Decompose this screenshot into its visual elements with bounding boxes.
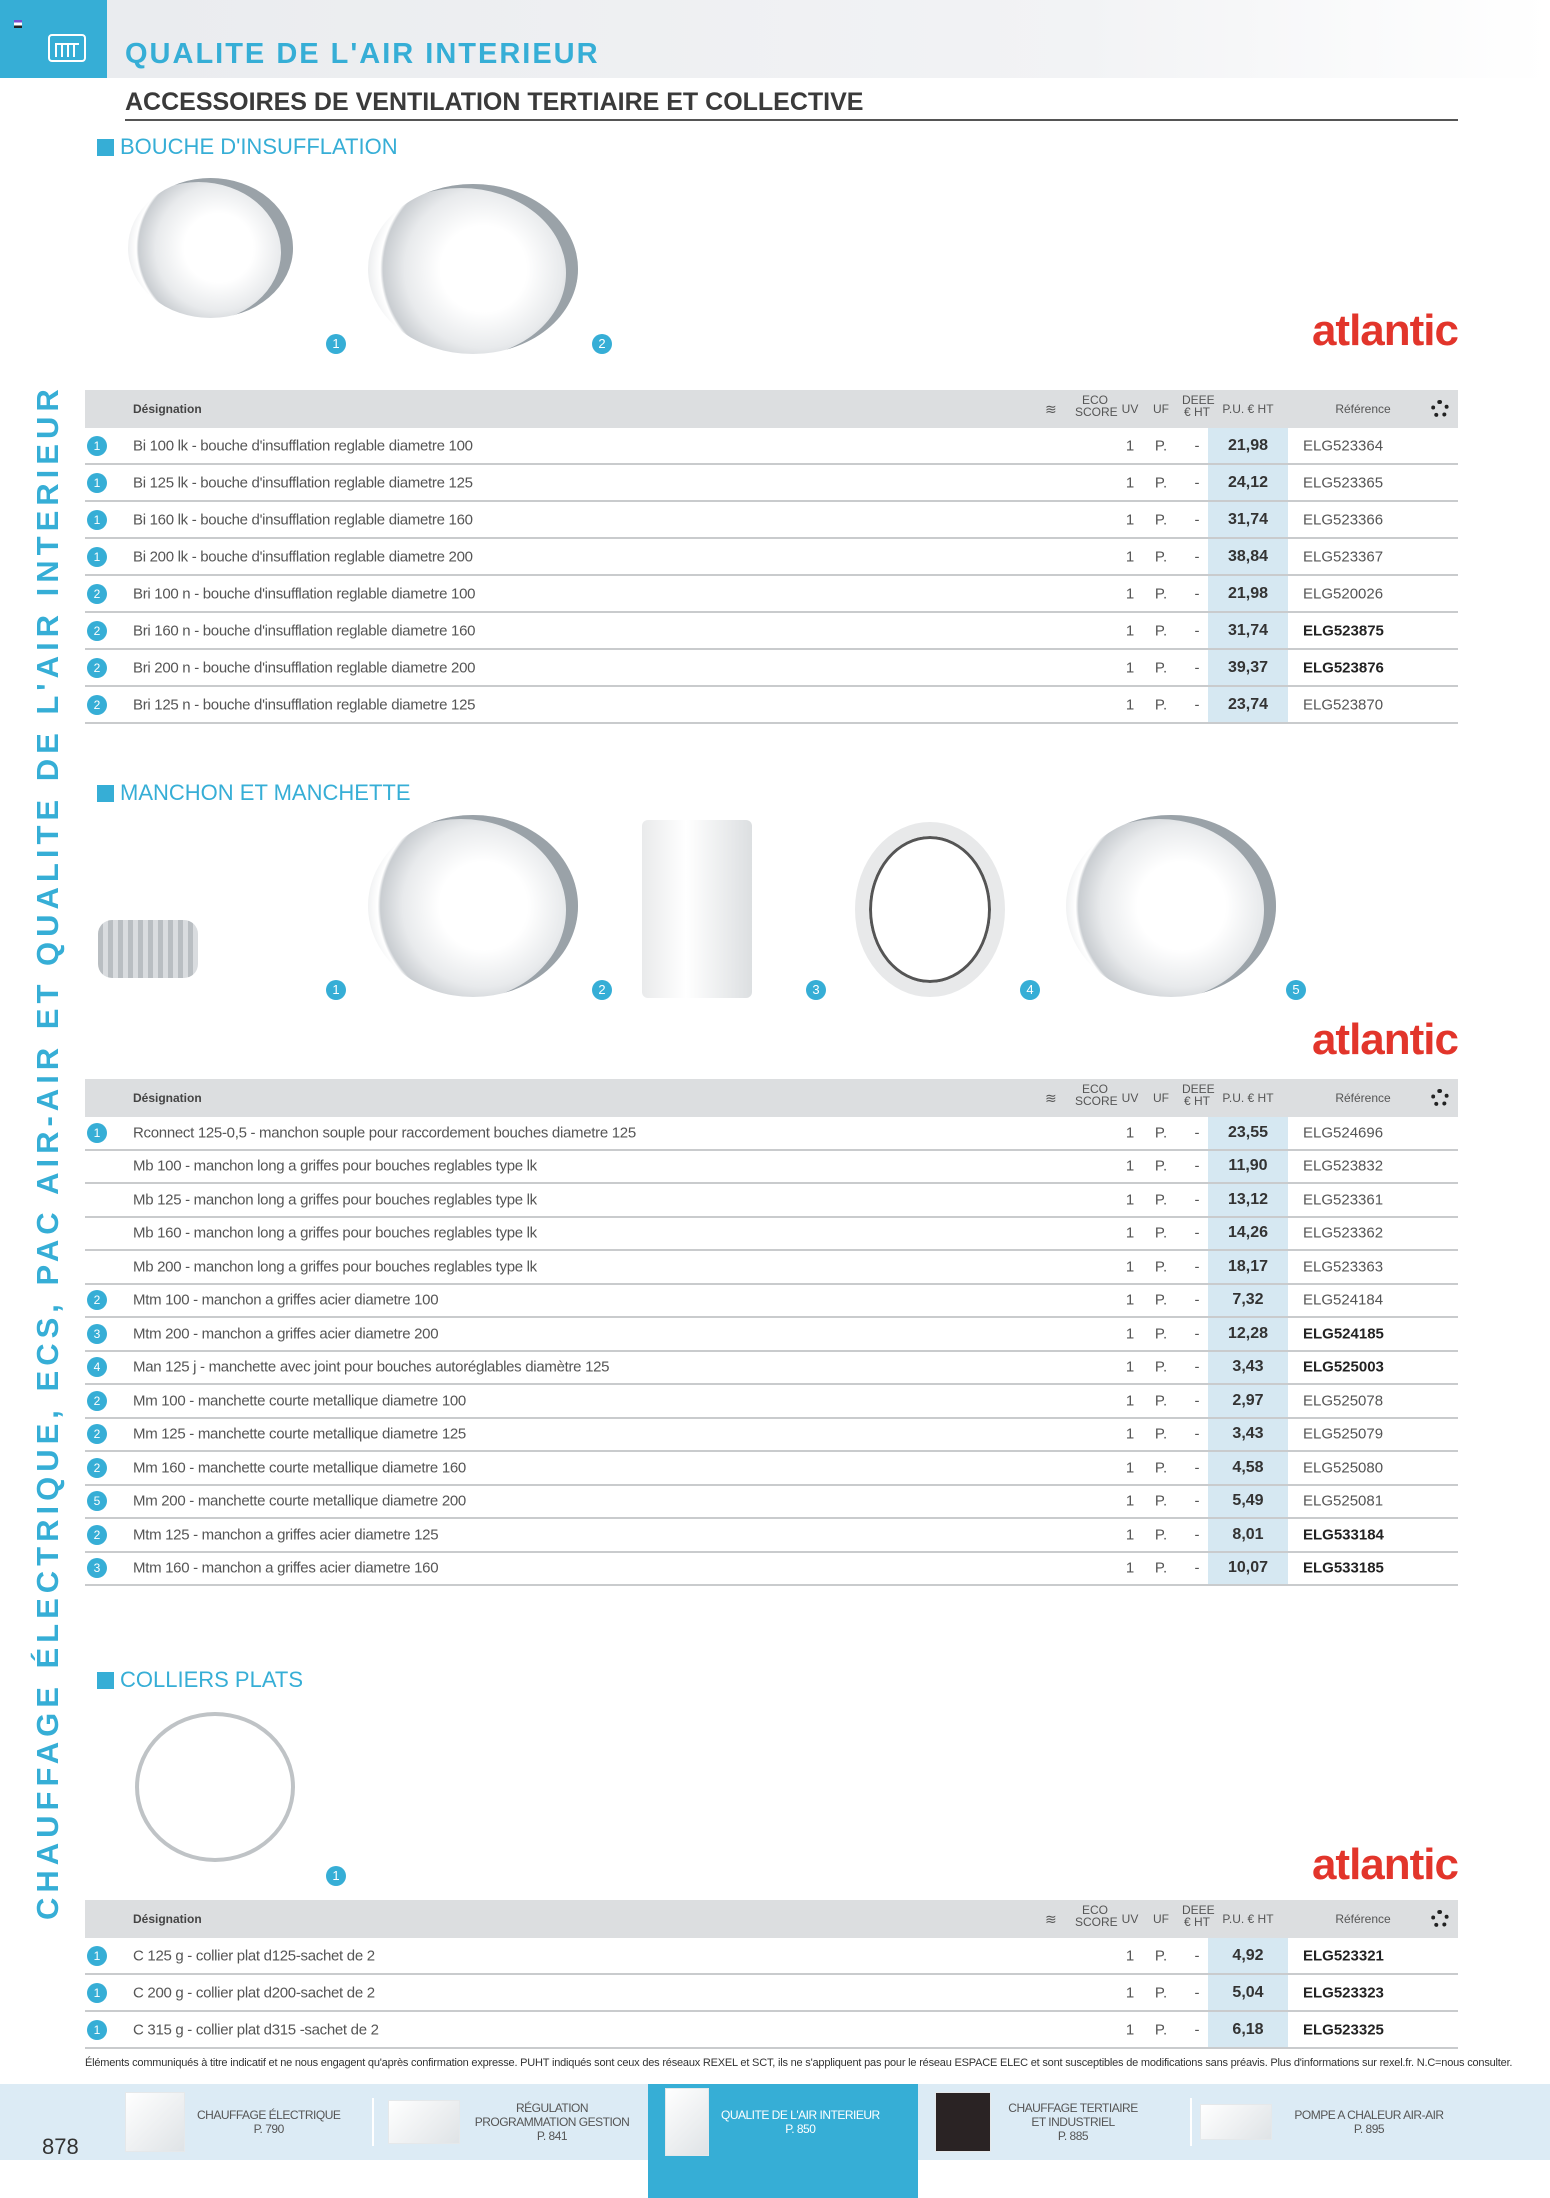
nav-pompe-chaleur[interactable]: POMPE A CHALEUR AIR-AIR P. 895 xyxy=(1200,2084,1500,2160)
atlantic-logo: atlantic xyxy=(1311,306,1458,355)
designation: Bi 160 lk - bouche d'insufflation reglable diametre 160 xyxy=(133,511,473,528)
unit-price: 8,01 xyxy=(1232,1525,1264,1543)
uf-value: P. xyxy=(1154,1392,1168,1410)
unit-price: 31,74 xyxy=(1227,621,1269,639)
uv-value: 1 xyxy=(1125,622,1135,639)
designation: Mtm 160 - manchon a griffes acier diametre 160 xyxy=(133,1559,439,1577)
deee-value: - xyxy=(1194,2021,1200,2038)
designation: Mb 200 - manchon long a griffes pour bouches reglables type lk xyxy=(133,1258,537,1276)
footer-nav xyxy=(0,2084,1550,2160)
designation: Mm 160 - manchette courte metallique diametre 160 xyxy=(133,1459,466,1477)
designation: Bi 200 lk - bouche d'insufflation reglable diametre 200 xyxy=(133,548,473,565)
deee-value: - xyxy=(1194,1258,1200,1276)
deee-value: - xyxy=(1194,1392,1200,1410)
item-number-badge: 4 xyxy=(87,1357,107,1377)
unit-price: 14,26 xyxy=(1227,1224,1269,1242)
unit-price: 10,07 xyxy=(1227,1559,1269,1577)
reference-code[interactable]: ELG520026 xyxy=(1303,585,1384,602)
unit-price: 3,43 xyxy=(1232,1425,1264,1443)
image-label: 1 xyxy=(326,980,346,1000)
item-number-badge: 2 xyxy=(87,584,107,604)
designation: C 315 g - collier plat d315 -sachet de 2 xyxy=(133,2021,379,2038)
designation: Bi 125 lk - bouche d'insufflation reglable diametre 125 xyxy=(133,474,473,491)
table-row xyxy=(85,1938,1458,1975)
item-number-badge: 3 xyxy=(87,1558,107,1578)
color-mark xyxy=(14,20,22,28)
uv-value: 1 xyxy=(1125,1325,1135,1343)
uf-value: P. xyxy=(1154,548,1168,565)
air-purifier-thumbnail xyxy=(665,2088,709,2156)
uv-value: 1 xyxy=(1125,2021,1135,2038)
deee-value: - xyxy=(1194,1984,1200,2001)
table-row xyxy=(85,1486,1458,1520)
unit-price: 21,98 xyxy=(1227,436,1269,454)
uv-value: 1 xyxy=(1125,1291,1135,1309)
deee-value: - xyxy=(1194,1947,1200,1964)
unit-price: 23,55 xyxy=(1227,1123,1269,1141)
product-image-bri-n xyxy=(368,184,578,354)
item-number-badge: 2 xyxy=(87,1391,107,1411)
uv-value: 1 xyxy=(1125,1947,1135,1964)
uf-value: P. xyxy=(1154,585,1168,602)
product-image-tube xyxy=(642,820,752,998)
designation: C 200 g - collier plat d200-sachet de 2 xyxy=(133,1984,375,2001)
table-row xyxy=(85,687,1458,724)
reference-code[interactable]: ELG523363 xyxy=(1303,1258,1384,1276)
square-bullet-icon xyxy=(97,139,114,156)
uv-value: 1 xyxy=(1125,1224,1135,1242)
recycle-icon xyxy=(1431,1089,1449,1107)
item-number-badge: 2 xyxy=(87,1290,107,1310)
ac-unit-thumbnail xyxy=(1200,2104,1272,2140)
designation: Man 125 j - manchette avec joint pour bouches autoréglables diamètre 125 xyxy=(133,1358,610,1376)
designation: Mb 100 - manchon long a griffes pour bouches reglables type lk xyxy=(133,1157,537,1175)
table-row xyxy=(85,650,1458,687)
product-table-colliers xyxy=(85,1900,1458,2049)
designation: C 125 g - collier plat d125-sachet de 2 xyxy=(133,1947,375,1964)
deee-value: - xyxy=(1194,1224,1200,1242)
uf-value: P. xyxy=(1154,1258,1168,1276)
reference-code[interactable]: ELG523365 xyxy=(1303,474,1384,491)
square-bullet-icon xyxy=(97,785,114,802)
table-row xyxy=(85,1318,1458,1352)
unit-price: 3,43 xyxy=(1232,1358,1264,1376)
table-row xyxy=(85,1117,1458,1151)
uv-value: 1 xyxy=(1125,1526,1135,1544)
wifi-icon: ≋ xyxy=(1045,1090,1057,1106)
nav-regulation[interactable]: RÉGULATION PROGRAMMATION GESTION P. 841 xyxy=(388,2084,643,2160)
product-table-manchon xyxy=(85,1079,1458,1586)
deee-value: - xyxy=(1194,1559,1200,1577)
item-number-badge: 2 xyxy=(87,658,107,678)
reference-code[interactable]: ELG523364 xyxy=(1303,437,1384,454)
unit-price: 39,37 xyxy=(1227,658,1269,676)
reference-code[interactable]: ELG524184 xyxy=(1303,1291,1384,1309)
uf-value: P. xyxy=(1154,1492,1168,1510)
unit-price: 7,32 xyxy=(1232,1291,1264,1309)
table-row xyxy=(85,1285,1458,1319)
table-row xyxy=(85,539,1458,576)
reference-code[interactable]: ELG524696 xyxy=(1303,1124,1384,1142)
deee-value: - xyxy=(1194,1425,1200,1443)
table-row xyxy=(85,1251,1458,1285)
unit-price: 6,18 xyxy=(1232,2020,1264,2038)
product-image-ring xyxy=(855,822,1005,997)
thermostat-thumbnail xyxy=(388,2100,460,2144)
reference-code[interactable]: ELG523361 xyxy=(1303,1191,1384,1209)
item-number-badge: 1 xyxy=(87,547,107,567)
deee-value: - xyxy=(1194,437,1200,454)
table-row xyxy=(85,465,1458,502)
uv-value: 1 xyxy=(1125,437,1135,454)
deee-value: - xyxy=(1194,622,1200,639)
unit-price: 5,04 xyxy=(1232,1983,1264,2001)
item-number-badge: 1 xyxy=(87,473,107,493)
deee-value: - xyxy=(1194,1358,1200,1376)
uv-value: 1 xyxy=(1125,1559,1135,1577)
deee-value: - xyxy=(1194,696,1200,713)
designation: Mm 100 - manchette courte metallique diametre 100 xyxy=(133,1392,466,1410)
reference-code[interactable]: ELG525003 xyxy=(1303,1358,1384,1376)
table-row xyxy=(85,1975,1458,2012)
deee-value: - xyxy=(1194,1526,1200,1544)
table-row xyxy=(85,1352,1458,1386)
designation: Mtm 200 - manchon a griffes acier diametre 200 xyxy=(133,1325,439,1343)
unit-price: 21,98 xyxy=(1227,584,1269,602)
uv-value: 1 xyxy=(1125,659,1135,676)
unit-price: 2,97 xyxy=(1232,1391,1264,1409)
section-title-manchon: MANCHON ET MANCHETTE xyxy=(97,780,411,806)
uf-value: P. xyxy=(1154,1358,1168,1376)
designation: Rconnect 125-0,5 - manchon souple pour raccordement bouches diametre 125 xyxy=(133,1124,636,1142)
uf-value: P. xyxy=(1154,1124,1168,1142)
uf-value: P. xyxy=(1154,1425,1168,1443)
page-number: 878 xyxy=(42,2134,79,2159)
deee-value: - xyxy=(1194,1492,1200,1510)
unit-price: 23,74 xyxy=(1227,695,1269,713)
designation: Bi 100 lk - bouche d'insufflation reglable diametre 100 xyxy=(133,437,473,454)
unit-price: 12,28 xyxy=(1227,1324,1269,1342)
designation: Mb 125 - manchon long a griffes pour bouches reglables type lk xyxy=(133,1191,537,1209)
image-label: 5 xyxy=(1286,980,1306,1000)
item-number-badge: 2 xyxy=(87,695,107,715)
deee-value: - xyxy=(1194,1459,1200,1477)
table-row xyxy=(85,502,1458,539)
recycle-icon xyxy=(1431,400,1449,418)
image-label: 1 xyxy=(326,1866,346,1886)
reference-code[interactable]: ELG523832 xyxy=(1303,1157,1384,1175)
image-label: 1 xyxy=(326,334,346,354)
unit-price: 4,92 xyxy=(1232,1946,1264,1964)
uf-value: P. xyxy=(1154,1526,1168,1544)
uv-value: 1 xyxy=(1125,1124,1135,1142)
table-row xyxy=(85,1184,1458,1218)
uf-value: P. xyxy=(1154,511,1168,528)
uf-value: P. xyxy=(1154,1947,1168,1964)
item-number-badge: 2 xyxy=(87,1458,107,1478)
item-number-badge: 1 xyxy=(87,1123,107,1143)
designation: Mm 200 - manchette courte metallique diametre 200 xyxy=(133,1492,466,1510)
square-bullet-icon xyxy=(97,1672,114,1689)
recycle-icon xyxy=(1431,1910,1449,1928)
deee-value: - xyxy=(1194,659,1200,676)
unit-price: 38,84 xyxy=(1227,547,1269,565)
item-number-badge: 2 xyxy=(87,621,107,641)
uf-value: P. xyxy=(1154,1459,1168,1477)
uf-value: P. xyxy=(1154,1291,1168,1309)
nav-separator xyxy=(372,2098,374,2146)
product-image-bi-lk xyxy=(128,178,293,318)
item-number-badge: 2 xyxy=(87,1525,107,1545)
table-row xyxy=(85,1151,1458,1185)
table-header: Désignation ≋ ECO SCORE UV UF DEEE € HT P.U. € HT Référence xyxy=(85,1079,1458,1117)
item-number-badge: 1 xyxy=(87,2020,107,2040)
nav-separator xyxy=(1190,2098,1192,2146)
radiator-icon xyxy=(48,34,86,62)
deee-value: - xyxy=(1194,511,1200,528)
product-image-collar xyxy=(135,1712,295,1862)
reference-code[interactable]: ELG525078 xyxy=(1303,1392,1384,1410)
uf-value: P. xyxy=(1154,474,1168,491)
item-number-badge: 3 xyxy=(87,1324,107,1344)
table-header: Désignation ≋ ECO SCORE UV UF DEEE € HT P.U. € HT Référence xyxy=(85,1900,1458,1938)
product-image-manchon xyxy=(368,815,578,997)
wifi-icon: ≋ xyxy=(1045,401,1057,417)
unit-price: 11,90 xyxy=(1228,1157,1268,1175)
designation: Mm 125 - manchette courte metallique diametre 125 xyxy=(133,1425,466,1443)
unit-price: 31,74 xyxy=(1227,510,1269,528)
item-number-badge: 2 xyxy=(87,1424,107,1444)
reference-code[interactable]: ELG523875 xyxy=(1303,622,1384,639)
reference-code[interactable]: ELG523367 xyxy=(1303,548,1384,565)
reference-code[interactable]: ELG523366 xyxy=(1303,511,1384,528)
item-number-badge: 1 xyxy=(87,510,107,530)
table-row xyxy=(85,613,1458,650)
image-label: 4 xyxy=(1020,980,1040,1000)
designation: Bri 160 n - bouche d'insufflation reglable diametre 160 xyxy=(133,622,476,639)
atlantic-logo: atlantic xyxy=(1311,1015,1458,1064)
uf-value: P. xyxy=(1154,659,1168,676)
table-row xyxy=(85,428,1458,465)
reference-code[interactable]: ELG523321 xyxy=(1303,1947,1384,1964)
side-banner: CHAUFFAGE ÉLECTRIQUE, ECS, PAC AIR-AIR ET QUALITE DE L'AIR INTERIEUR xyxy=(30,384,65,1920)
uv-value: 1 xyxy=(1125,585,1135,602)
item-number-badge: 1 xyxy=(87,1946,107,1966)
image-label: 2 xyxy=(592,334,612,354)
disclaimer: Éléments communiqués à titre indicatif et ne nous engagent qu'après confirmation expresse. PUHT indiqués sont ceux des réseaux REXEL et SCT, ils ne s'appliquent pas pour le réseau ESPACE ELEC et sont susceptibles de modifications sans préavis. Plus d'informations sur rexel.fr. N.C=nous consulter. xyxy=(85,2057,1513,2069)
deee-value: - xyxy=(1194,1124,1200,1142)
product-table-bouche xyxy=(85,390,1458,724)
uv-value: 1 xyxy=(1125,1358,1135,1376)
unit-price: 13,12 xyxy=(1227,1190,1269,1208)
uf-value: P. xyxy=(1154,1559,1168,1577)
uf-value: P. xyxy=(1154,437,1168,454)
uf-value: P. xyxy=(1154,1325,1168,1343)
wifi-icon: ≋ xyxy=(1045,1911,1057,1927)
reference-code[interactable]: ELG523325 xyxy=(1303,2021,1384,2038)
table-row xyxy=(85,1385,1458,1419)
reference-code[interactable]: ELG533185 xyxy=(1303,1559,1384,1577)
uf-value: P. xyxy=(1154,1191,1168,1209)
deee-value: - xyxy=(1194,1157,1200,1175)
deee-value: - xyxy=(1194,474,1200,491)
atlantic-logo: atlantic xyxy=(1311,1840,1458,1889)
reference-code[interactable]: ELG523870 xyxy=(1303,696,1384,713)
table-row xyxy=(85,1553,1458,1587)
designation: Mtm 125 - manchon a griffes acier diametre 125 xyxy=(133,1526,439,1544)
designation: Mb 160 - manchon long a griffes pour bouches reglables type lk xyxy=(133,1224,537,1242)
deee-value: - xyxy=(1194,1291,1200,1309)
designation: Bri 125 n - bouche d'insufflation reglable diametre 125 xyxy=(133,696,476,713)
reference-code[interactable]: ELG523323 xyxy=(1303,1984,1384,2001)
table-row xyxy=(85,576,1458,613)
uf-value: P. xyxy=(1154,696,1168,713)
uv-value: 1 xyxy=(1125,548,1135,565)
item-number-badge: 1 xyxy=(87,436,107,456)
designation: Bri 100 n - bouche d'insufflation reglable diametre 100 xyxy=(133,585,476,602)
table-row xyxy=(85,1218,1458,1252)
uf-value: P. xyxy=(1154,622,1168,639)
uv-value: 1 xyxy=(1125,1191,1135,1209)
image-label: 3 xyxy=(806,980,826,1000)
designation: Mtm 100 - manchon a griffes acier diametre 100 xyxy=(133,1291,439,1309)
nav-chauffage-electrique[interactable]: CHAUFFAGE ÉLECTRIQUE P. 790 xyxy=(125,2084,355,2160)
unit-price: 4,58 xyxy=(1232,1458,1264,1476)
uf-value: P. xyxy=(1154,1984,1168,2001)
deee-value: - xyxy=(1194,548,1200,565)
reference-code[interactable]: ELG525080 xyxy=(1303,1459,1384,1477)
uf-value: P. xyxy=(1154,1224,1168,1242)
nav-qualite-air[interactable]: QUALITE DE L'AIR INTERIEUR P. 850 xyxy=(665,2084,915,2160)
uv-value: 1 xyxy=(1125,1425,1135,1443)
uv-value: 1 xyxy=(1125,1392,1135,1410)
uv-value: 1 xyxy=(1125,511,1135,528)
section-title-bouche: BOUCHE D'INSUFFLATION xyxy=(97,134,398,160)
panel-heater-thumbnail xyxy=(125,2092,185,2152)
unit-price: 24,12 xyxy=(1227,473,1269,491)
uv-value: 1 xyxy=(1125,1984,1135,2001)
item-number-badge: 5 xyxy=(87,1491,107,1511)
uv-value: 1 xyxy=(1125,696,1135,713)
table-header: Désignation ≋ ECO SCORE UV UF DEEE € HT P.U. € HT Référence xyxy=(85,390,1458,428)
page-subtitle: ACCESSOIRES DE VENTILATION TERTIAIRE ET COLLECTIVE xyxy=(125,88,1458,121)
reference-code[interactable]: ELG525081 xyxy=(1303,1492,1384,1510)
reference-code[interactable]: ELG523876 xyxy=(1303,659,1384,676)
deee-value: - xyxy=(1194,585,1200,602)
uv-value: 1 xyxy=(1125,1258,1135,1276)
category-title: QUALITE DE L'AIR INTERIEUR xyxy=(125,38,600,70)
section-title-colliers: COLLIERS PLATS xyxy=(97,1667,303,1693)
table-row xyxy=(85,1519,1458,1553)
reference-code[interactable]: ELG533184 xyxy=(1303,1526,1384,1544)
product-image-manchette xyxy=(1066,815,1276,997)
unit-price: 5,49 xyxy=(1232,1492,1264,1510)
deee-value: - xyxy=(1194,1191,1200,1209)
uv-value: 1 xyxy=(1125,1492,1135,1510)
table-row xyxy=(85,1419,1458,1453)
image-label: 2 xyxy=(592,980,612,1000)
table-row xyxy=(85,2012,1458,2049)
nav-chauffage-tertiaire[interactable]: CHAUFFAGE TERTIAIRE ET INDUSTRIEL P. 885 xyxy=(935,2084,1175,2160)
uv-value: 1 xyxy=(1125,1157,1135,1175)
item-number-badge: 1 xyxy=(87,1983,107,2003)
designation: Bri 200 n - bouche d'insufflation reglable diametre 200 xyxy=(133,659,476,676)
unit-price: 18,17 xyxy=(1227,1257,1269,1275)
deee-value: - xyxy=(1194,1325,1200,1343)
industrial-heater-thumbnail xyxy=(935,2092,991,2152)
reference-code[interactable]: ELG523362 xyxy=(1303,1224,1384,1242)
reference-code[interactable]: ELG524185 xyxy=(1303,1325,1384,1343)
table-row xyxy=(85,1452,1458,1486)
reference-code[interactable]: ELG525079 xyxy=(1303,1425,1384,1443)
uf-value: P. xyxy=(1154,2021,1168,2038)
product-image-flex-duct xyxy=(98,920,198,978)
uv-value: 1 xyxy=(1125,1459,1135,1477)
uf-value: P. xyxy=(1154,1157,1168,1175)
uv-value: 1 xyxy=(1125,474,1135,491)
category-tab[interactable] xyxy=(0,0,107,78)
